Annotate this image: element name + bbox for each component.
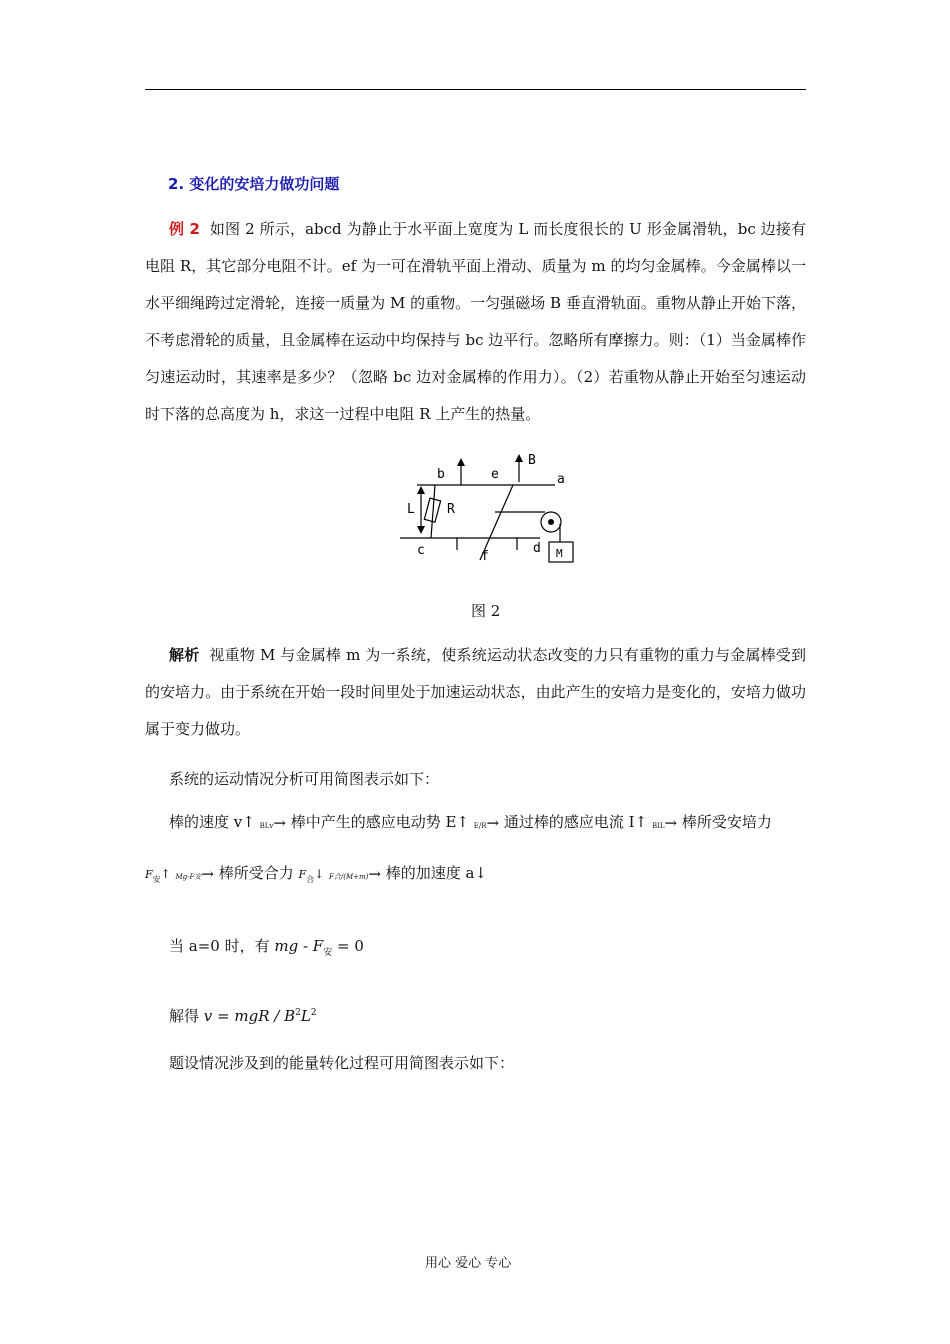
header-rule bbox=[145, 89, 806, 90]
chain2-arrow-2: F合/(M+m)→ bbox=[329, 865, 381, 883]
figure-caption: 图 2 bbox=[471, 602, 501, 620]
example-label: 例 2 bbox=[169, 220, 200, 238]
fig-label-e: e bbox=[491, 467, 499, 482]
eq2-mid: L bbox=[300, 1007, 311, 1025]
fig-label-d: d bbox=[533, 541, 541, 556]
eq2-sup-2: 2 bbox=[310, 1008, 317, 1018]
chain2-arrow-2-label: F合/(M+m) bbox=[329, 873, 369, 881]
chain2-net-arrow: ↓ bbox=[314, 867, 325, 881]
fig-label-b: b bbox=[437, 467, 445, 482]
chain1-arrow-3: BIL→ bbox=[651, 814, 678, 832]
chain2-force-arrow: ↑ bbox=[160, 867, 171, 881]
analysis-text: 视重物 M 与金属棒 m 为一系统，使系统运动状态改变的力只有重物的重力与金属棒受到的安培力。由于系统在开始一段时间里处于加速运动状态，由此产生的安培力是变化的，安培力做功属于变力做功。 bbox=[145, 646, 806, 738]
example-paragraph bbox=[145, 211, 806, 433]
motion-intro: 系统的运动情况分析可用简图表示如下： bbox=[169, 770, 440, 788]
eq1-rhs: = 0 bbox=[337, 937, 364, 955]
chain1-arrow-3-label: BIL bbox=[651, 822, 665, 830]
eq1-prefix: 当 a=0 时，有 bbox=[169, 937, 270, 955]
chain2-net-symbol: F bbox=[298, 868, 307, 881]
motion-chain-1 bbox=[169, 811, 772, 832]
energy-intro: 题设情况涉及到的能量转化过程可用简图表示如下： bbox=[169, 1054, 515, 1072]
analysis-paragraph bbox=[145, 637, 806, 748]
chain2-acceleration: 棒的加速度 a↓ bbox=[385, 864, 487, 882]
chain1-arrow-2: E/R→ bbox=[473, 814, 500, 832]
chain2-force-sub: 安 bbox=[152, 875, 161, 884]
chain2-arrow-1-label: Mg-F安 bbox=[175, 873, 202, 881]
fig-label-c: c bbox=[417, 543, 425, 558]
analysis-label: 解析 bbox=[169, 646, 200, 664]
equation-1 bbox=[169, 935, 364, 958]
fig-label-f: f bbox=[481, 549, 489, 564]
fig-label-B: B bbox=[528, 453, 536, 468]
fig-label-R: R bbox=[447, 502, 455, 517]
chain1-emf: 棒中产生的感应电动势 E↑ bbox=[290, 813, 469, 831]
equation-2 bbox=[169, 1005, 317, 1026]
chain2-force-symbol: F bbox=[145, 868, 153, 881]
circuit-figure bbox=[395, 450, 585, 570]
chain1-velocity: 棒的速度 v↑ bbox=[169, 813, 255, 831]
eq1-sub: 安 bbox=[323, 948, 333, 958]
eq1-lhs: mg - F bbox=[274, 937, 324, 955]
chain1-arrow-1: BLv→ bbox=[259, 814, 286, 832]
chain1-ampere-force: 棒所受安培力 bbox=[681, 813, 772, 831]
chain1-current: 通过棒的感应电流 I↑ bbox=[503, 813, 648, 831]
chain1-arrow-2-label: E/R bbox=[473, 822, 487, 830]
eq2-prefix: 解得 bbox=[169, 1007, 200, 1025]
example-text: 如图 2 所示，abcd 为静止于水平面上宽度为 L 而长度很长的 U 形金属滑轨，bc 边接有电阻 R，其它部分电阻不计。ef 为一可在滑轨平面上滑动、质量为 m 的均匀金属棒。今金属棒以一水平细绳跨过定滑轮，连接一质量为 M 的重物。一匀强磁场 B 垂直滑轨面。重物从静止开始下落，不考虑滑轮的质量，且金属棒在运动中均保持与 bc 边平行。忽略所有摩擦力。则：（1）当金属棒作匀速运动时，其速率是多少？（忽略 bc 边对金属棒的作用力）。（2）若重物从静止开始至匀速运动时下落的总高度为 h，求这一过程中电阻 R 上产生的热量。 bbox=[145, 220, 806, 423]
page-footer: 用心 爱心 专心 bbox=[425, 1256, 512, 1271]
motion-chain-2 bbox=[145, 862, 487, 885]
eq2-sup-1: 2 bbox=[295, 1008, 301, 1018]
chain2-net-sub: 合 bbox=[306, 875, 315, 884]
chain2-net-force: 棒所受合力 bbox=[218, 864, 294, 882]
fig-label-M: M bbox=[556, 547, 563, 560]
fig-label-L: L bbox=[407, 502, 415, 517]
chain1-arrow-1-label: BLv bbox=[259, 822, 274, 830]
chain2-arrow-1: Mg-F安→ bbox=[175, 865, 214, 883]
section-title: 2. 变化的安培力做功问题 bbox=[168, 175, 340, 193]
fig-label-a: a bbox=[557, 472, 565, 487]
eq2-expr: v = mgR / B bbox=[203, 1007, 296, 1025]
